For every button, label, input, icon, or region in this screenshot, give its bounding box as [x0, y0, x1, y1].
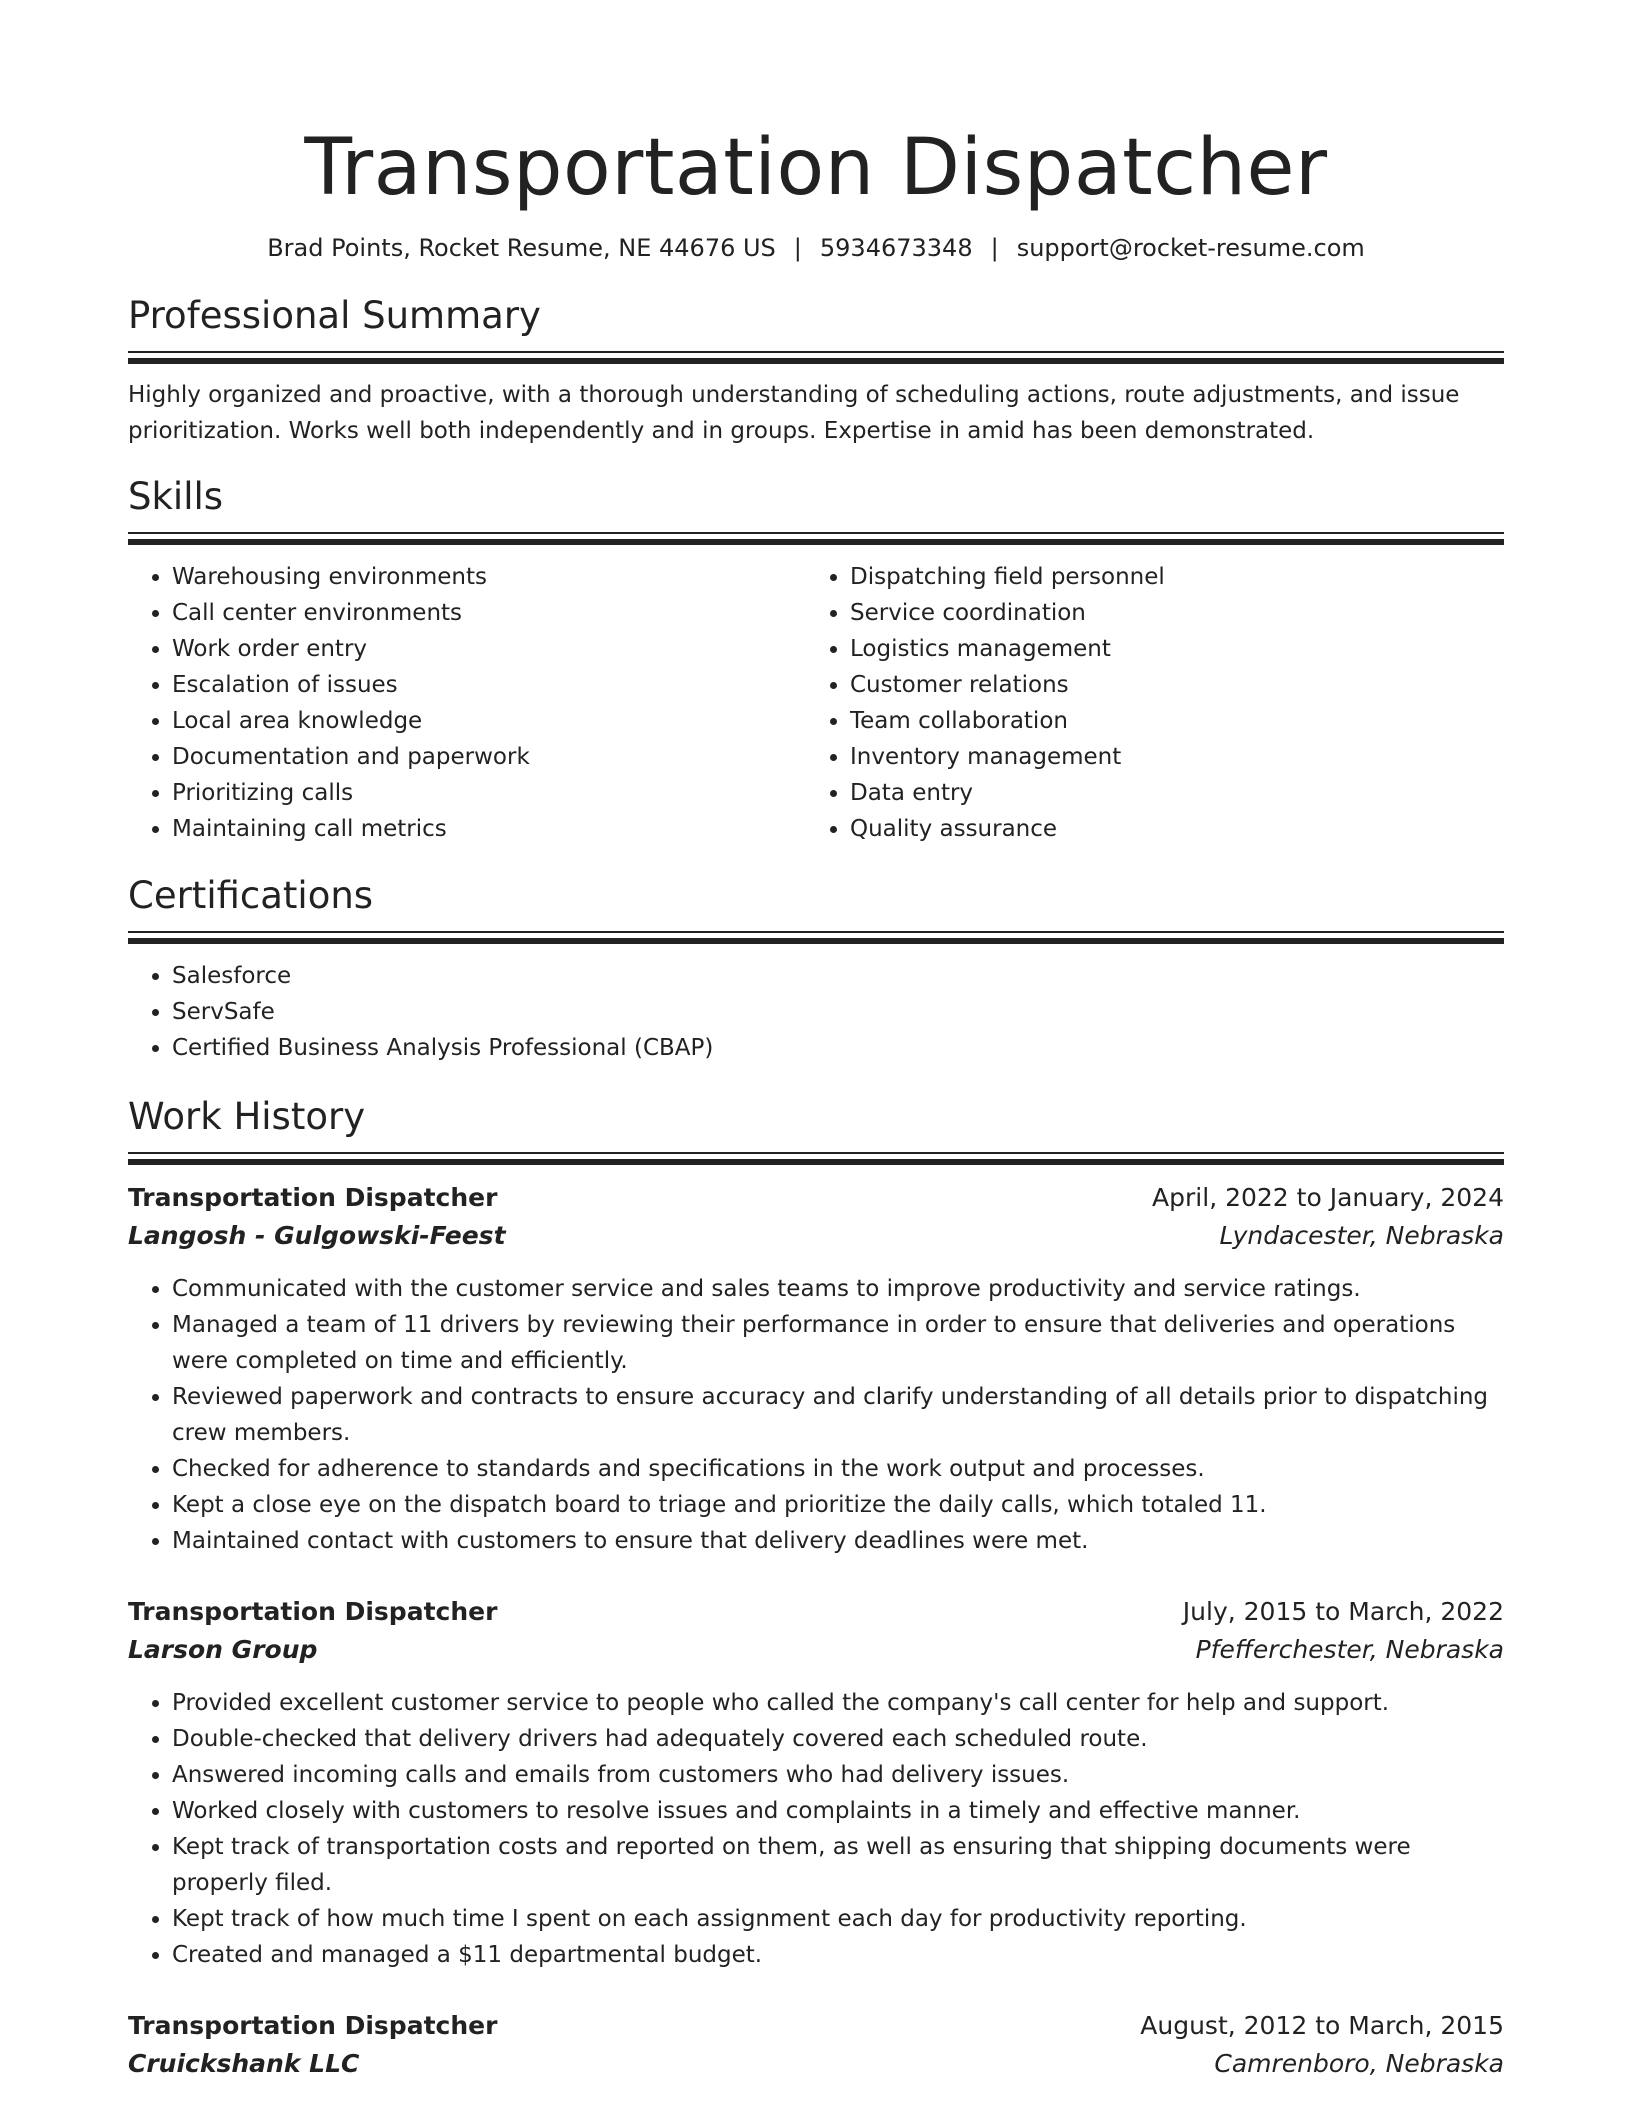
contact-line — [128, 232, 1504, 264]
skill-item: • Warehousing environments — [172, 559, 806, 595]
job-location: Pfefferchester, Nebraska — [1195, 1635, 1504, 1664]
job-bullet: • Answered incoming calls and emails from customers who had delivery issues. — [172, 1757, 1504, 1793]
job-bullet: • Communicated with the customer service and sales teams to improve productivity and service ratings. — [172, 1271, 1504, 1307]
certifications-heading: Certifications — [128, 874, 374, 917]
job-company: Langosh - Gulgowski-Feest — [128, 1221, 506, 1250]
skills-grid — [128, 559, 1504, 847]
skill-item: • Data entry — [850, 775, 1484, 811]
skill-item: • Escalation of issues — [172, 667, 806, 703]
job-title: Transportation Dispatcher — [128, 1597, 498, 1626]
job-dates: August, 2012 to March, 2015 — [1140, 2011, 1504, 2040]
job-bullet: • Kept track of how much time I spent on each assignment each day for productivity reporting. — [172, 1901, 1504, 1937]
job-bullet: • Managed a team of 11 drivers by reviewing their performance in order to ensure that deliveries and operations were completed on time and efficiently. — [172, 1307, 1504, 1379]
job-header — [128, 1593, 1504, 1631]
skill-item: • Quality assurance — [850, 811, 1484, 847]
job-company: Cruickshank LLC — [128, 2049, 360, 2078]
summary-heading: Professional Summary — [128, 294, 541, 337]
skills-list-left — [128, 559, 806, 847]
job-header — [128, 2007, 1504, 2045]
job-bullets — [128, 1271, 1504, 1559]
job-header — [128, 1179, 1504, 1217]
job-title: Transportation Dispatcher — [128, 1183, 498, 1212]
job-bullet: • Reviewed paperwork and contracts to ensure accuracy and clarify understanding of all details prior to dispatching crew members. — [172, 1379, 1504, 1451]
job-bullet: • Provided excellent customer service to people who called the company's call center for help and support. — [172, 1685, 1504, 1721]
job-bullets — [128, 1685, 1504, 1973]
certification-item: • Salesforce — [172, 958, 1504, 994]
skill-item: • Dispatching field personnel — [850, 559, 1484, 595]
skill-item: • Local area knowledge — [172, 703, 806, 739]
contact-separator: | — [793, 234, 802, 262]
job-dates: July, 2015 to March, 2022 — [1182, 1597, 1504, 1626]
skills-section — [128, 474, 1504, 847]
contact-separator: | — [990, 234, 999, 262]
skill-item: • Work order entry — [172, 631, 806, 667]
work-history-section — [128, 1094, 1504, 2083]
job-title: Transportation Dispatcher — [128, 2011, 498, 2040]
contact-phone: 5934673348 — [819, 234, 973, 262]
skill-item: • Logistics management — [850, 631, 1484, 667]
contact-email[interactable]: support@rocket-resume.com — [1016, 234, 1365, 262]
job-bullet: • Maintained contact with customers to ensure that delivery deadlines were met. — [172, 1523, 1504, 1559]
skill-item: • Call center environments — [172, 595, 806, 631]
section-divider — [128, 532, 1504, 545]
job-bullet: • Worked closely with customers to resolve issues and complaints in a timely and effective manner. — [172, 1793, 1504, 1829]
job-entry — [128, 2007, 1504, 2083]
job-subheader — [128, 1217, 1504, 1255]
certification-item: • Certified Business Analysis Professional (CBAP) — [172, 1030, 1504, 1066]
skills-column-left — [128, 559, 806, 847]
work-history-heading: Work History — [128, 1095, 366, 1138]
resume-page — [128, 0, 1504, 2083]
section-divider — [128, 931, 1504, 944]
resume-title: Transportation Dispatcher — [304, 123, 1328, 213]
job-company: Larson Group — [128, 1635, 318, 1664]
section-divider — [128, 351, 1504, 364]
summary-text: Highly organized and proactive, with a thorough understanding of scheduling actions, route adjustments, and issue prioritization. Works well both independently and in groups. Expertise in amid has been demonstrated. — [128, 382, 1460, 444]
contact-address: Brad Points, Rocket Resume, NE 44676 US — [267, 234, 776, 262]
skill-item: • Customer relations — [850, 667, 1484, 703]
certification-item: • ServSafe — [172, 994, 1504, 1030]
job-dates: April, 2022 to January, 2024 — [1152, 1183, 1504, 1212]
job-entry — [128, 1179, 1504, 1559]
section-divider — [128, 1152, 1504, 1165]
skill-item: • Team collaboration — [850, 703, 1484, 739]
job-subheader — [128, 2045, 1504, 2083]
job-location: Camrenboro, Nebraska — [1214, 2049, 1504, 2078]
skill-item: • Prioritizing calls — [172, 775, 806, 811]
job-bullet: • Created and managed a $11 departmental budget. — [172, 1937, 1504, 1973]
skill-item: • Service coordination — [850, 595, 1484, 631]
job-bullet: • Double-checked that delivery drivers had adequately covered each scheduled route. — [172, 1721, 1504, 1757]
job-location: Lyndacester, Nebraska — [1219, 1221, 1504, 1250]
job-subheader — [128, 1631, 1504, 1669]
skills-heading: Skills — [128, 475, 224, 518]
job-bullet: • Kept a close eye on the dispatch board to triage and prioritize the daily calls, which totaled 11. — [172, 1487, 1504, 1523]
certifications-section — [128, 873, 1504, 1066]
job-entry — [128, 1593, 1504, 1973]
skill-item: • Documentation and paperwork — [172, 739, 806, 775]
summary-section — [128, 293, 1504, 449]
job-bullet: • Kept track of transportation costs and reported on them, as well as ensuring that shipping documents were properly filed. — [172, 1829, 1504, 1901]
skills-column-right — [806, 559, 1484, 847]
skill-item: • Maintaining call metrics — [172, 811, 806, 847]
skill-item: • Inventory management — [850, 739, 1484, 775]
certifications-list — [128, 958, 1504, 1066]
skills-list-right — [806, 559, 1484, 847]
job-bullet: • Checked for adherence to standards and specifications in the work output and processes. — [172, 1451, 1504, 1487]
